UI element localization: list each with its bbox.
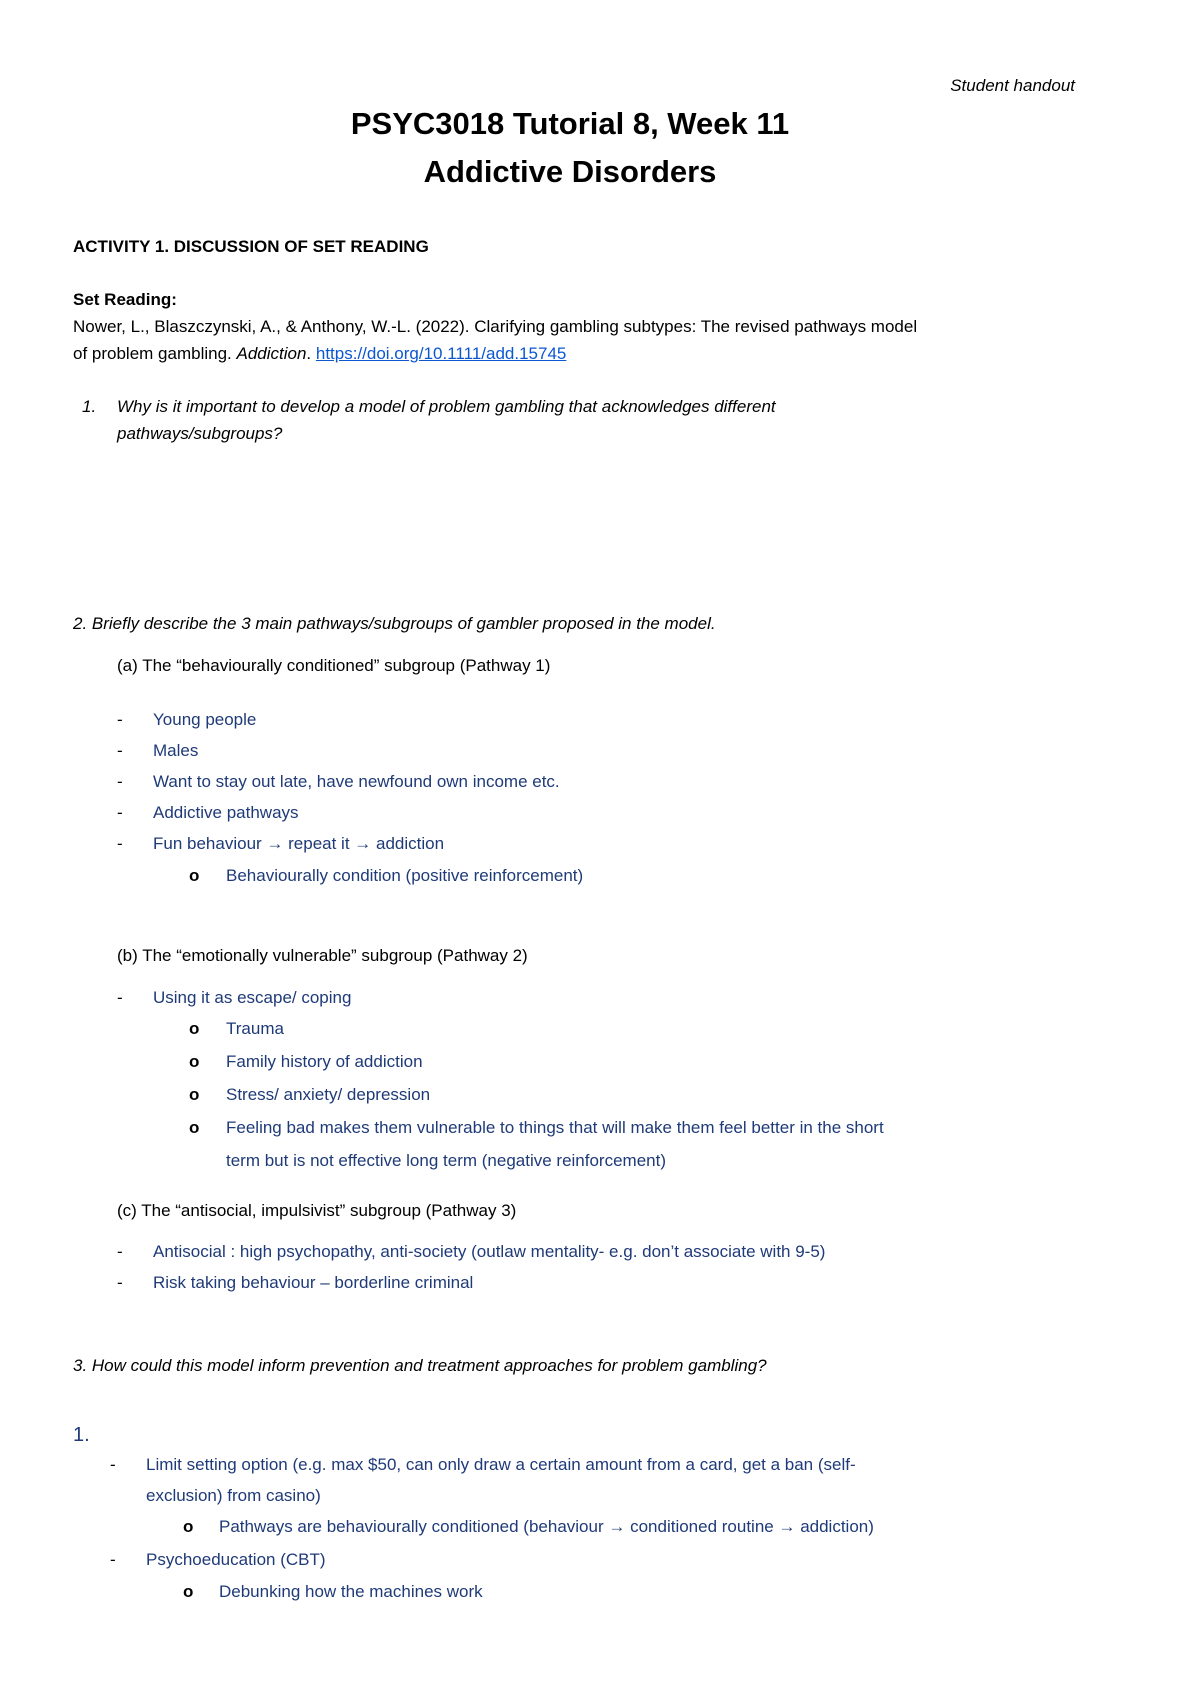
sub-list-item-line-2: term but is not effective long term (negative reinforcement): [226, 1151, 666, 1170]
handout-label: Student handout: [950, 76, 1075, 95]
sub-bullet: o: [183, 1582, 194, 1601]
subgroup-b-heading: (b) The “emotionally vulnerable” subgroup (Pathway 2): [117, 946, 528, 965]
list-bullet: -: [110, 1550, 116, 1569]
citation-journal: Addiction: [236, 344, 307, 363]
list-item: Want to stay out late, have newfound own income etc.: [153, 772, 560, 791]
list-bullet: -: [110, 1455, 116, 1474]
list-item: Psychoeducation (CBT): [146, 1550, 326, 1569]
sub-bullet: o: [183, 1517, 194, 1536]
text-segment: conditioned routine: [625, 1517, 779, 1536]
list-item: Using it as escape/ coping: [153, 988, 352, 1007]
subgroup-c-heading: (c) The “antisocial, impulsivist” subgroup (Pathway 3): [117, 1201, 517, 1220]
list-bullet: -: [117, 741, 123, 760]
set-reading-label: Set Reading:: [73, 290, 177, 309]
citation-line-1: Nower, L., Blaszczynski, A., & Anthony, W.-L. (2022). Clarifying gambling subtypes: The revised pathways model: [73, 317, 918, 336]
text-segment: Pathways are behaviourally conditioned (behaviour: [219, 1517, 609, 1536]
question-1-number: 1.: [82, 397, 97, 416]
doi-link[interactable]: https://doi.org/10.1111/add.15745: [315, 344, 567, 363]
answer-number: 1.: [73, 1424, 90, 1446]
text-segment: addiction): [795, 1517, 874, 1536]
list-bullet: -: [117, 803, 123, 822]
subgroup-a-heading: (a) The “behaviourally conditioned” subgroup (Pathway 1): [117, 656, 551, 675]
arrow-right-icon: →: [354, 834, 372, 853]
list-bullet: -: [117, 988, 123, 1007]
sub-bullet: o: [189, 1085, 200, 1104]
list-item: Addictive pathways: [153, 803, 299, 822]
arrow-right-icon: →: [266, 834, 284, 853]
arrow-right-icon: →: [608, 1517, 626, 1536]
sub-bullet: o: [189, 1019, 200, 1038]
list-bullet: -: [117, 1273, 123, 1292]
sub-list-item: Debunking how the machines work: [219, 1582, 483, 1601]
sub-list-item: Stress/ anxiety/ depression: [226, 1085, 431, 1104]
list-item-line-1: Limit setting option (e.g. max $50, can only draw a certain amount from a card, get a ban (self-: [146, 1455, 856, 1474]
list-bullet: -: [117, 1242, 123, 1261]
question-2: 2. Briefly describe the 3 main pathways/subgroups of gambler proposed in the model.: [73, 614, 716, 633]
sub-list-item: Trauma: [226, 1019, 284, 1038]
page-title: PSYC3018 Tutorial 8, Week 11: [350, 106, 790, 141]
sub-bullet: o: [189, 866, 200, 885]
activity-heading: ACTIVITY 1. DISCUSSION OF SET READING: [73, 237, 429, 256]
sub-list-item: Family history of addiction: [226, 1052, 423, 1071]
citation-line-2: [73, 344, 566, 364]
citation-prefix: of problem gambling.: [73, 344, 237, 363]
sub-bullet: o: [189, 1118, 200, 1137]
list-item: Antisocial : high psychopathy, anti-society (outlaw mentality- e.g. don’t associate with 9-5): [153, 1242, 826, 1261]
page-subtitle: Addictive Disorders: [423, 154, 717, 189]
text-segment: Fun behaviour: [153, 834, 267, 853]
list-item: Males: [153, 741, 199, 760]
sub-list-item-line-1: Feeling bad makes them vulnerable to things that will make them feel better in the short: [226, 1118, 884, 1137]
list-item: Young people: [153, 710, 257, 729]
list-bullet: -: [117, 834, 123, 853]
list-bullet: -: [117, 710, 123, 729]
citation-separator: .: [306, 344, 316, 363]
question-1-line-1: Why is it important to develop a model of problem gambling that acknowledges different: [117, 397, 776, 416]
list-item-line-2: exclusion) from casino): [146, 1486, 321, 1505]
list-item-fun-behaviour: [153, 834, 444, 854]
list-item: Risk taking behaviour – borderline criminal: [153, 1273, 474, 1292]
list-bullet: -: [117, 772, 123, 791]
sub-list-item-pathways: [219, 1517, 874, 1537]
question-3: 3. How could this model inform prevention and treatment approaches for problem gambling?: [73, 1356, 767, 1375]
sub-bullet: o: [189, 1052, 200, 1071]
question-1-line-2: pathways/subgroups?: [117, 424, 283, 443]
sub-list-item: Behaviourally condition (positive reinforcement): [226, 866, 584, 885]
text-segment: repeat it: [283, 834, 355, 853]
text-segment: addiction: [371, 834, 445, 853]
arrow-right-icon: →: [778, 1517, 796, 1536]
